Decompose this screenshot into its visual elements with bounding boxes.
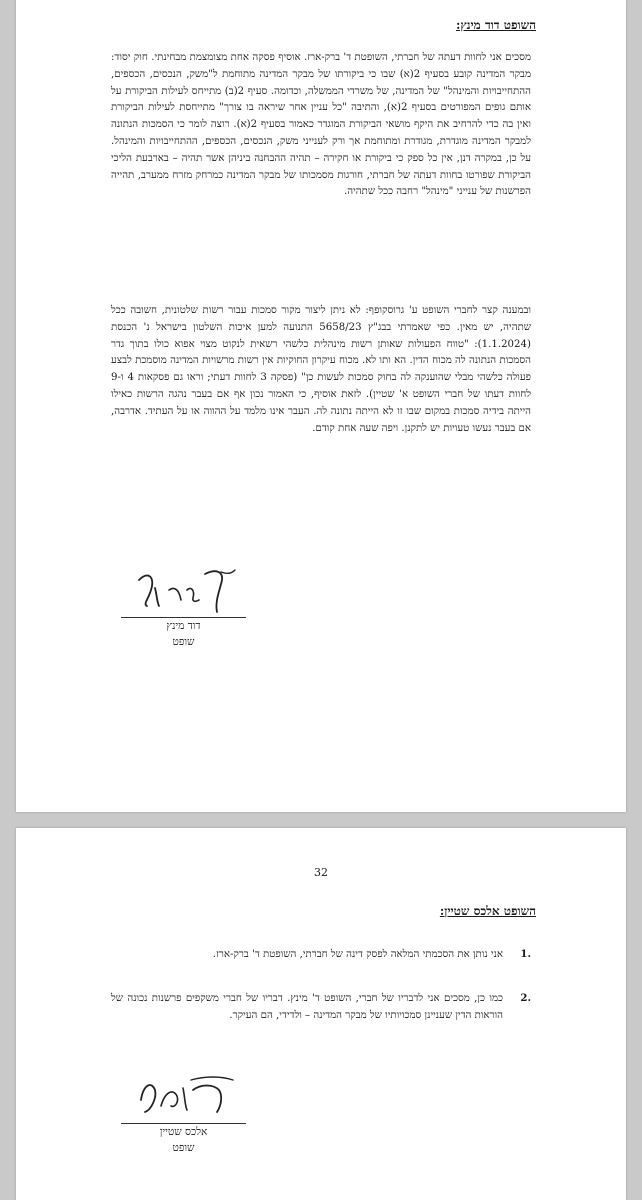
handwritten-signature-icon	[121, 560, 246, 615]
paragraph-text: אני נותן את הסכמתי המלאה לפסק דינה של חברתי, השופטת ד' ברק-ארז.	[212, 949, 503, 960]
signer-name: דוד מינץ	[166, 620, 201, 632]
numbered-paragraph	[111, 946, 531, 963]
signer-title: שופט	[172, 1142, 195, 1154]
signature-block	[121, 1066, 246, 1156]
numbered-paragraph	[111, 990, 531, 1024]
opinion-paragraph: ובמענה קצר לחברי השופט ע' גרוסקופף: לא ניתן ליצור מקור סמכות עבור רשות שלטונית, חשובה ככל שתהיה, יש מאין. כפי שאמרתי בבג"ץ 5658/23 התנועה למען איכות השלטון בישראל נ' הכנסת (1.1.2024): "טווח הפעולות שאותן רשות מינהלית כלשהי רשאית לנקוט מצוי אפוא כולו בתוך גדר הסמכות הנתונה לה מכוח הדין. הא ותו לא. מכוח עיקרון החוקיות אין רשות מרשויות המדינה מוסמכת לבצע פעולה כלשהי מבלי שהוענקה לה בחוק סמכות לעשות כן" (פסקה 3 לחוות דעתי; וראו גם פסקאות 4 ו-9 לחוות דעתו של חברי השופט א' שטיין). לזאת אוסיף, כי האמור נכון אף אם בעבר נהגה הרשות כאילו הייתה בידיה סמכות במקום שבו זו לא הייתה נתונה לה. העבר אינו מלמד על ההווה או על העתיד. אדרבה, אם בעבר נעשו טעויות יש לתקנן. ויפה שעה אחת קודם.	[111, 305, 532, 434]
signer-title: שופט	[172, 636, 195, 648]
signer-name: אלכס שטיין	[159, 1126, 208, 1138]
opinion-paragraph: מסכים אני לחוות דעתה של חברתי, השופטת ד' ברק-ארז. אוסיף פסקה אחת מצומצמת מבחינתי. חוק יסוד: מבקר המדינה קובע בסעיף 2(א) שבו כי ביקורתו של מבקר המדינה מתוחמת ל"משק, הנכסים, הכספים, ההתחייבויות והמינהל" של המדינה, של משרדי הממשלה, וכדומה. סעיף 2(ב) מתייחס לעילות הביקורת על אותם גופים המפורטים בסעיף 2(א), והתיבה "כל עניין אחר שיראה בו צורך" מתייחסת לעילות הביקורת ואין בה כדי להרחיב את היקף מושאי הביקורת המוגדר כאמור בסעיף 2(א). רוצה לומר כי הסמכות הנתונה למבקר המדינה מוגדרת, מגודרת ומתוחמת אך ורק לענייני משק, הנכסים, הכספים, ההתחייבויות והמינהל. על כן, במקרה דנן, אין כל ספק כי ביקורת או חקירה – תהיה ההבחנה ביניהן אשר תהיה – בארבעת הליכי הביקורת שפורטו בחוות דעתה של חברתי, חורגות מסמכותו של מבקר המדינה כמרחק מזרח ממערב, תהייה הפרשנות של ענייני "מינהל" רחבה ככל שתהיה.	[111, 52, 531, 198]
document-page-1	[16, 0, 626, 812]
page-number: 32	[314, 866, 328, 879]
judge-heading: השופט דוד מינץ:	[455, 18, 536, 32]
judge-heading: השופט אלכס שטיין:	[439, 904, 536, 918]
document-page-2	[16, 828, 626, 1200]
handwritten-signature-icon	[121, 1066, 246, 1121]
paragraph-text: כמו כן, מסכים אני לדבריו של חברי, השופט ד' מינץ. דבריו של חברי משקפים פרשנות נכונה של הוראות הדין שעניינן סמכויותיו של מבקר המדינה – ולדידי, הם העיקר.	[111, 993, 503, 1021]
paragraph-number: .1	[520, 948, 531, 960]
paragraph-number: .2	[520, 992, 531, 1004]
signature-block	[121, 560, 246, 650]
